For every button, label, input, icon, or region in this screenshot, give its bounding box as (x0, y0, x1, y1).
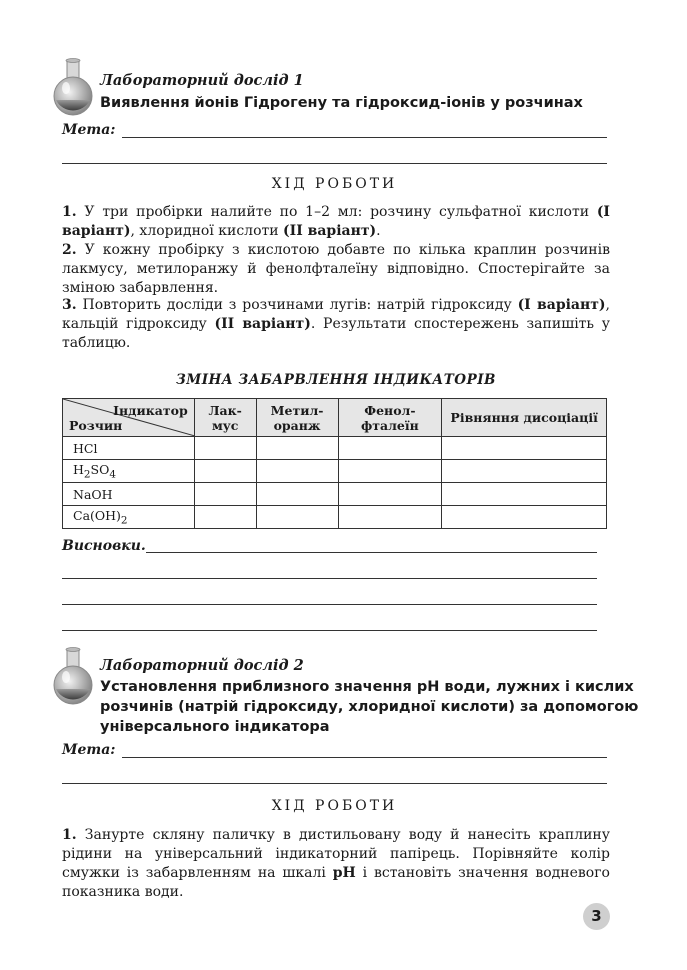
conclusions-line[interactable] (62, 578, 597, 579)
corner-indicator-label: Індикатор (113, 403, 188, 418)
answer-cell[interactable] (338, 483, 442, 506)
lab1-procedure-heading: ХІД РОБОТИ (271, 176, 398, 192)
lab2-title-line2: розчинів (натрій гідроксиду, хлоридної кислоти) за допомогою (100, 699, 639, 715)
corner-solution-label: Розчин (69, 418, 123, 433)
lab2-label: Лабораторний дослід 2 (100, 657, 304, 674)
solution-cell: $Ca(OH)_2$ (63, 506, 195, 529)
solution-cell: HCl (63, 437, 195, 460)
answer-cell[interactable] (194, 483, 256, 506)
lab1-goal-line-2[interactable] (62, 163, 607, 164)
answer-cell[interactable] (442, 506, 607, 529)
answer-cell[interactable] (194, 460, 256, 483)
conclusions-line[interactable] (62, 630, 597, 631)
flask-icon (52, 58, 94, 118)
solution-cell: NaOH (63, 483, 195, 506)
answer-cell[interactable] (194, 506, 256, 529)
lab1-step3: 3. Повторить досліди з розчинами лугів: натрій гідроксиду (І варіант), кальцій гідроксиду (ІІ варіант). Результати спостережень запишіть у таблицю. (62, 297, 611, 351)
page-number: 3 (583, 903, 610, 930)
conclusions-label: Висновки. (62, 538, 146, 554)
table-row (63, 506, 607, 529)
conclusions-line[interactable] (146, 552, 597, 553)
lab2-procedure-heading: ХІД РОБОТИ (271, 798, 398, 814)
col-dissociation-equation: Рівняння дисоціації (442, 399, 607, 437)
table-title: ЗМІНА ЗАБАРВЛЕННЯ ІНДИКАТОРІВ (176, 372, 496, 388)
lab2-goal-label: Мета: (62, 742, 116, 758)
lab1-title: Виявлення йонів Гідрогену та гідроксид-іонів у розчинах (100, 95, 583, 111)
table-row (63, 483, 607, 506)
table-header-row (63, 399, 607, 437)
lab1-step2: 2. У кожну пробірку з кислотою добавте по кілька краплин розчинів лакмусу, метилоранжу й фенолфталеїну відповідно. Спостерігайте за зміною забарвлення. (62, 242, 610, 296)
answer-cell[interactable] (338, 506, 442, 529)
col-phenolphthalein: Фенол- фталеїн (338, 399, 442, 437)
answer-cell[interactable] (442, 483, 607, 506)
solution-cell: $H_2SO_4$ (63, 460, 195, 483)
answer-cell[interactable] (256, 460, 338, 483)
lab2-step1: 1. Занурте скляну паличку в дистильовану воду й нанесіть краплину рідини на універсальний індикаторний папірець. Порівняйте колір смужки із забарвленням на шкалі pH і встановіть значення водневого показника води. (62, 827, 610, 900)
lab1-label: Лабораторний дослід 1 (100, 72, 304, 89)
lab2-goal-line[interactable] (122, 757, 607, 758)
flask-icon (52, 647, 94, 707)
answer-cell[interactable] (256, 483, 338, 506)
table-row (63, 460, 607, 483)
answer-cell[interactable] (338, 460, 442, 483)
answer-cell[interactable] (338, 437, 442, 460)
col-methyl-orange: Метил- оранж (256, 399, 338, 437)
table-row (63, 437, 607, 460)
answer-cell[interactable] (442, 460, 607, 483)
lab1-step1: 1. У три пробірки налийте по 1–2 мл: розчину сульфатної кислоти (І варіант), хлоридної кислоти (ІІ варіант). (62, 204, 610, 239)
lab1-goal-line[interactable] (122, 137, 607, 138)
conclusions-line[interactable] (62, 604, 597, 605)
indicator-table (62, 398, 607, 529)
lab2-title-line3: універсального індикатора (100, 719, 330, 735)
lab1-goal-label: Мета: (62, 122, 116, 138)
answer-cell[interactable] (256, 437, 338, 460)
lab2-goal-line-2[interactable] (62, 783, 607, 784)
answer-cell[interactable] (256, 506, 338, 529)
corner-header-cell (63, 399, 195, 437)
answer-cell[interactable] (194, 437, 256, 460)
lab2-title-line1: Установлення приблизного значення pH води, лужних і кислих (100, 679, 634, 695)
col-litmus: Лак- мус (194, 399, 256, 437)
answer-cell[interactable] (442, 437, 607, 460)
